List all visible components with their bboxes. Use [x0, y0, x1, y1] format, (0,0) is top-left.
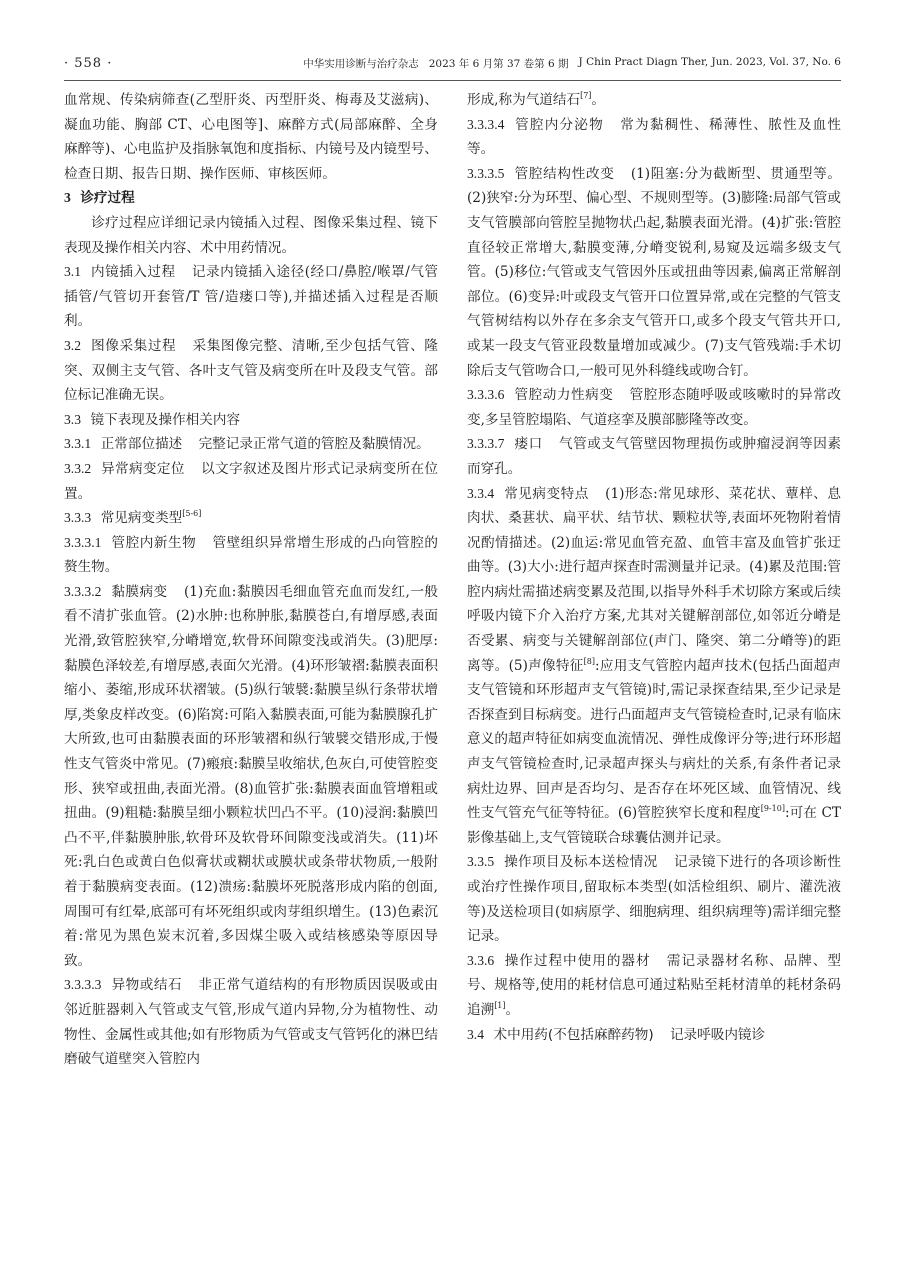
subsection-title: 图像采集过程: [90, 337, 177, 354]
running-header: [64, 52, 841, 81]
citation: [1]: [494, 1000, 506, 1010]
subsection-title: 异物或结石: [110, 977, 183, 994]
journal-info: [303, 56, 841, 71]
subsection: 3.3 镜下表现及操作相关内容: [64, 411, 241, 428]
subsection: 3.3.6 操作过程中使用的器材 需记录器材名称、品牌、型号、规格等,使用的耗材信息可通过粘贴至耗材清单的耗材条码追溯[1]。: [467, 952, 842, 1018]
subsection: 3.3.5 操作项目及标本送检情况 记录镜下进行的各项诊断性或治疗性操作项目,留取标本类型(如活检组织、刷片、灌洗液等)及送检项目(如病原学、细胞病理、组织病理等)需详细完整记录。: [467, 854, 842, 945]
paragraph: 形成,称为气道结石[7]。: [467, 91, 606, 108]
subsection: 3.3.3.2 黏膜病变 (1)充血:黏膜因毛细血管充血而发红,一般看不清扩张血管。(2)水肿:也称肿胀,黏膜苍白,有增厚感,表面光滑,致管腔狭窄,分嵴增宽,软骨环间隙变浅或消失。(3)肥厚:黏膜色泽较差,有增厚感,表面欠光滑。(4)环形皱褶:黏膜表面积缩小、萎缩,形成环状褶皱。(5)纵行皱襞:黏膜呈纵行条带状增厚,类象皮样改变。(6)陷窝:可陷入黏膜表面,可能为黏膜腺孔扩大所致,也可由黏膜表面的环形皱褶和纵行皱襞交错形成,于慢性支气管炎中常见。(7)瘢痕:黏膜呈收缩状,色灰白,可使管腔变形、狭窄或扭曲,表面光滑。(8)血管扩张:黏膜表面血管增粗或扭曲。(9)粗糙:黏膜呈细小颗粒状凹凸不平。(10)浸润:黏膜凹凸不平,伴黏膜肿胀,软骨环及软骨环间隙变浅或消失。(11)坏死:乳白色或黄白色似膏状或糊状或膜状或条带状物质,一般附着于黏膜病变表面。(12)溃疡:黏膜坏死脱落形成内陷的创面,周围可有红晕,底部可有坏死组织或肉芽组织增生。(13)色素沉着:常见为黑色炭末沉着,多因煤尘吸入或结核感染等原因导致。: [64, 583, 439, 969]
citation: [9-10]: [760, 804, 785, 814]
right-column: [467, 88, 841, 1047]
subsection-title: 异常病变定位: [100, 460, 185, 477]
subsection-title: 管腔动力性病变: [513, 387, 614, 404]
subsection-title: 术中用药(不包括麻醉药物): [493, 1026, 654, 1043]
subsection-title: 正常部位描述: [100, 436, 183, 453]
journal-name-en: J Chin Pract Diagn Ther, Jun. 2023, Vol. 37, No. 6: [578, 55, 841, 68]
subsection: 3.3.3.5 管腔结构性改变 (1)阻塞:分为截断型、贯通型等。(2)狭窄:分为环型、偏心型、不规则型等。(3)膨隆:局部气管或支气管膜部向管腔呈抛物状凸起,黏膜表面光滑。(4)扩张:管腔直径较正常增大,黏膜变薄,分嵴变锐利,易窥及远端多级支气管。(5)移位:气管或支气管因外压或扭曲等因素,偏离正常解剖部位。(6)变异:叶或段支气管开口位置异常,或在完整的气管支气管树结构以外存在多余支气管开口,或多个段支气管共开口,或某一段支气管亚段数量增加或减少。(7)支气管残端:手术切除后支气管吻合口,一般可见外科缝线或吻合钉。: [467, 165, 841, 379]
citation: [5-6]: [182, 509, 202, 519]
subsection-title: 管腔内新生物: [110, 534, 197, 551]
subsection: 3.3.4 常见病变特点 (1)形态:常见球形、菜花状、蕈样、息肉状、桑葚状、扁平状、结节状、颗粒状等,表面坏死物附着情况酌情描述。(2)血运:常见血管充盈、血管丰富及血管扩张迂曲等。(3)大小:进行超声探查时需测量并记录。(4)累及范围:管腔内病灶需描述病变累及范围,以指导外科手术切除方案或后续呼吸内镜下介入治疗方案,尤其对关键解剖部位,如邻近分嵴是否受累、病变与关键解剖部位(声门、隆突、第二分嵴等)的距离等。(5)声像特征[8]:应用支气管腔内超声技术(包括凸面超声支气管镜和环形超声支气管镜)时,需记录探查结果,至少记录是否探查到目标病变。进行凸面超声支气管镜检查时,记录有临床意义的超声特征如病变血流情况、弹性成像评分等;进行环形超声支气管镜检查时,记录超声探头与病灶的关系,有条件者记录病灶边界、回声是否均匀、是否存在坏死区域、血管情况、线性支气管充气征等特征。(6)管腔狭窄长度和程度[9-10]:可在 CT 影像基础上,支气管镜联合球囊估测并记录。: [467, 485, 842, 846]
subsection-title: 瘘口: [513, 436, 543, 453]
citation: [7]: [580, 91, 592, 100]
citation: [8]: [583, 656, 595, 666]
subsection: 3.4 术中用药(不包括麻醉药物) 记录呼吸内镜诊: [467, 1026, 766, 1043]
subsection-title: 操作项目及标本送检情况: [503, 854, 658, 871]
subsection-title: 常见病变类型: [100, 510, 183, 527]
subsection: 3.3.2 异常病变定位 以文字叙述及图片形式记录病变所在位置。: [64, 460, 439, 502]
subsection-title: 管腔结构性改变: [513, 165, 615, 182]
subsection: 3.3.3.1 管腔内新生物 管壁组织异常增生形成的凸向管腔的赘生物。: [64, 534, 439, 576]
subsection-title: 黏膜病变: [110, 583, 168, 600]
subsection: 3.3.3.7 瘘口 气管或支气管壁因物理损伤或肿瘤浸润等因素而穿孔。: [467, 436, 842, 477]
subsection-title: 内镜插入过程: [90, 264, 176, 281]
paragraph: 血常规、传染病筛查(乙型肝炎、丙型肝炎、梅毒及艾滋病)、凝血功能、胸部 CT、心电图等]、麻醉方式(局部麻醉、全身麻醉等)、心电监护及指脉氧饱和度指标、内镜号及内镜型号、检查日期、报告日期、操作医师、审核医师。: [64, 92, 438, 182]
left-column: [64, 88, 438, 1072]
subsection: 3.3.3.4 管腔内分泌物 常为黏稠性、稀薄性、脓性及血性等。: [467, 116, 841, 158]
subsection-title: 管腔内分泌物: [513, 116, 604, 133]
subsection: 3.3.3 常见病变类型[5-6]: [64, 509, 202, 527]
subsection: 3.2 图像采集过程 采集图像完整、清晰,至少包括气管、隆突、双侧主支气管、各叶支气管及病变所在叶及段支气管。部位标记准确无误。: [64, 337, 438, 404]
subsection-title: 常见病变特点: [503, 485, 589, 502]
section-heading: 3 诊疗过程: [64, 190, 135, 207]
journal-issue-cn: 2023 年 6 月第 37 卷第 6 期: [428, 57, 569, 70]
subsection: 3.3.3.3 异物或结石 非正常气道结构的有形物质因误吸或由邻近脏器刺入气管或支气管,形成气道内异物,分为植物性、动物性、金属性或其他;如有形物质为气管或支气管钙化的淋巴结磨破气道壁突入管腔内: [64, 977, 439, 1068]
page-number: · 558 ·: [64, 55, 113, 71]
subsection: 3.3.1 正常部位描述 完整记录正常气道的管腔及黏膜情况。: [64, 436, 430, 453]
subsection-title: 操作过程中使用的器材: [503, 952, 651, 969]
subsection-title: 镜下表现及操作相关内容: [90, 411, 241, 428]
journal-name-cn: 中华实用诊断与治疗杂志: [303, 57, 419, 70]
subsection: 3.1 内镜插入过程 记录内镜插入途径(经口/鼻腔/喉罩/气管插管/气管切开套管/T 管/造瘘口等),并描述插入过程是否顺利。: [64, 264, 439, 330]
subsection: 3.3.3.6 管腔动力性病变 管腔形态随呼吸或咳嗽时的异常改变,多呈管腔塌陷、气道痉挛及膜部膨隆等改变。: [467, 387, 842, 428]
paragraph: 诊疗过程应详细记录内镜插入过程、图像采集过程、镜下表现及操作相关内容、术中用药情况。: [64, 214, 438, 256]
